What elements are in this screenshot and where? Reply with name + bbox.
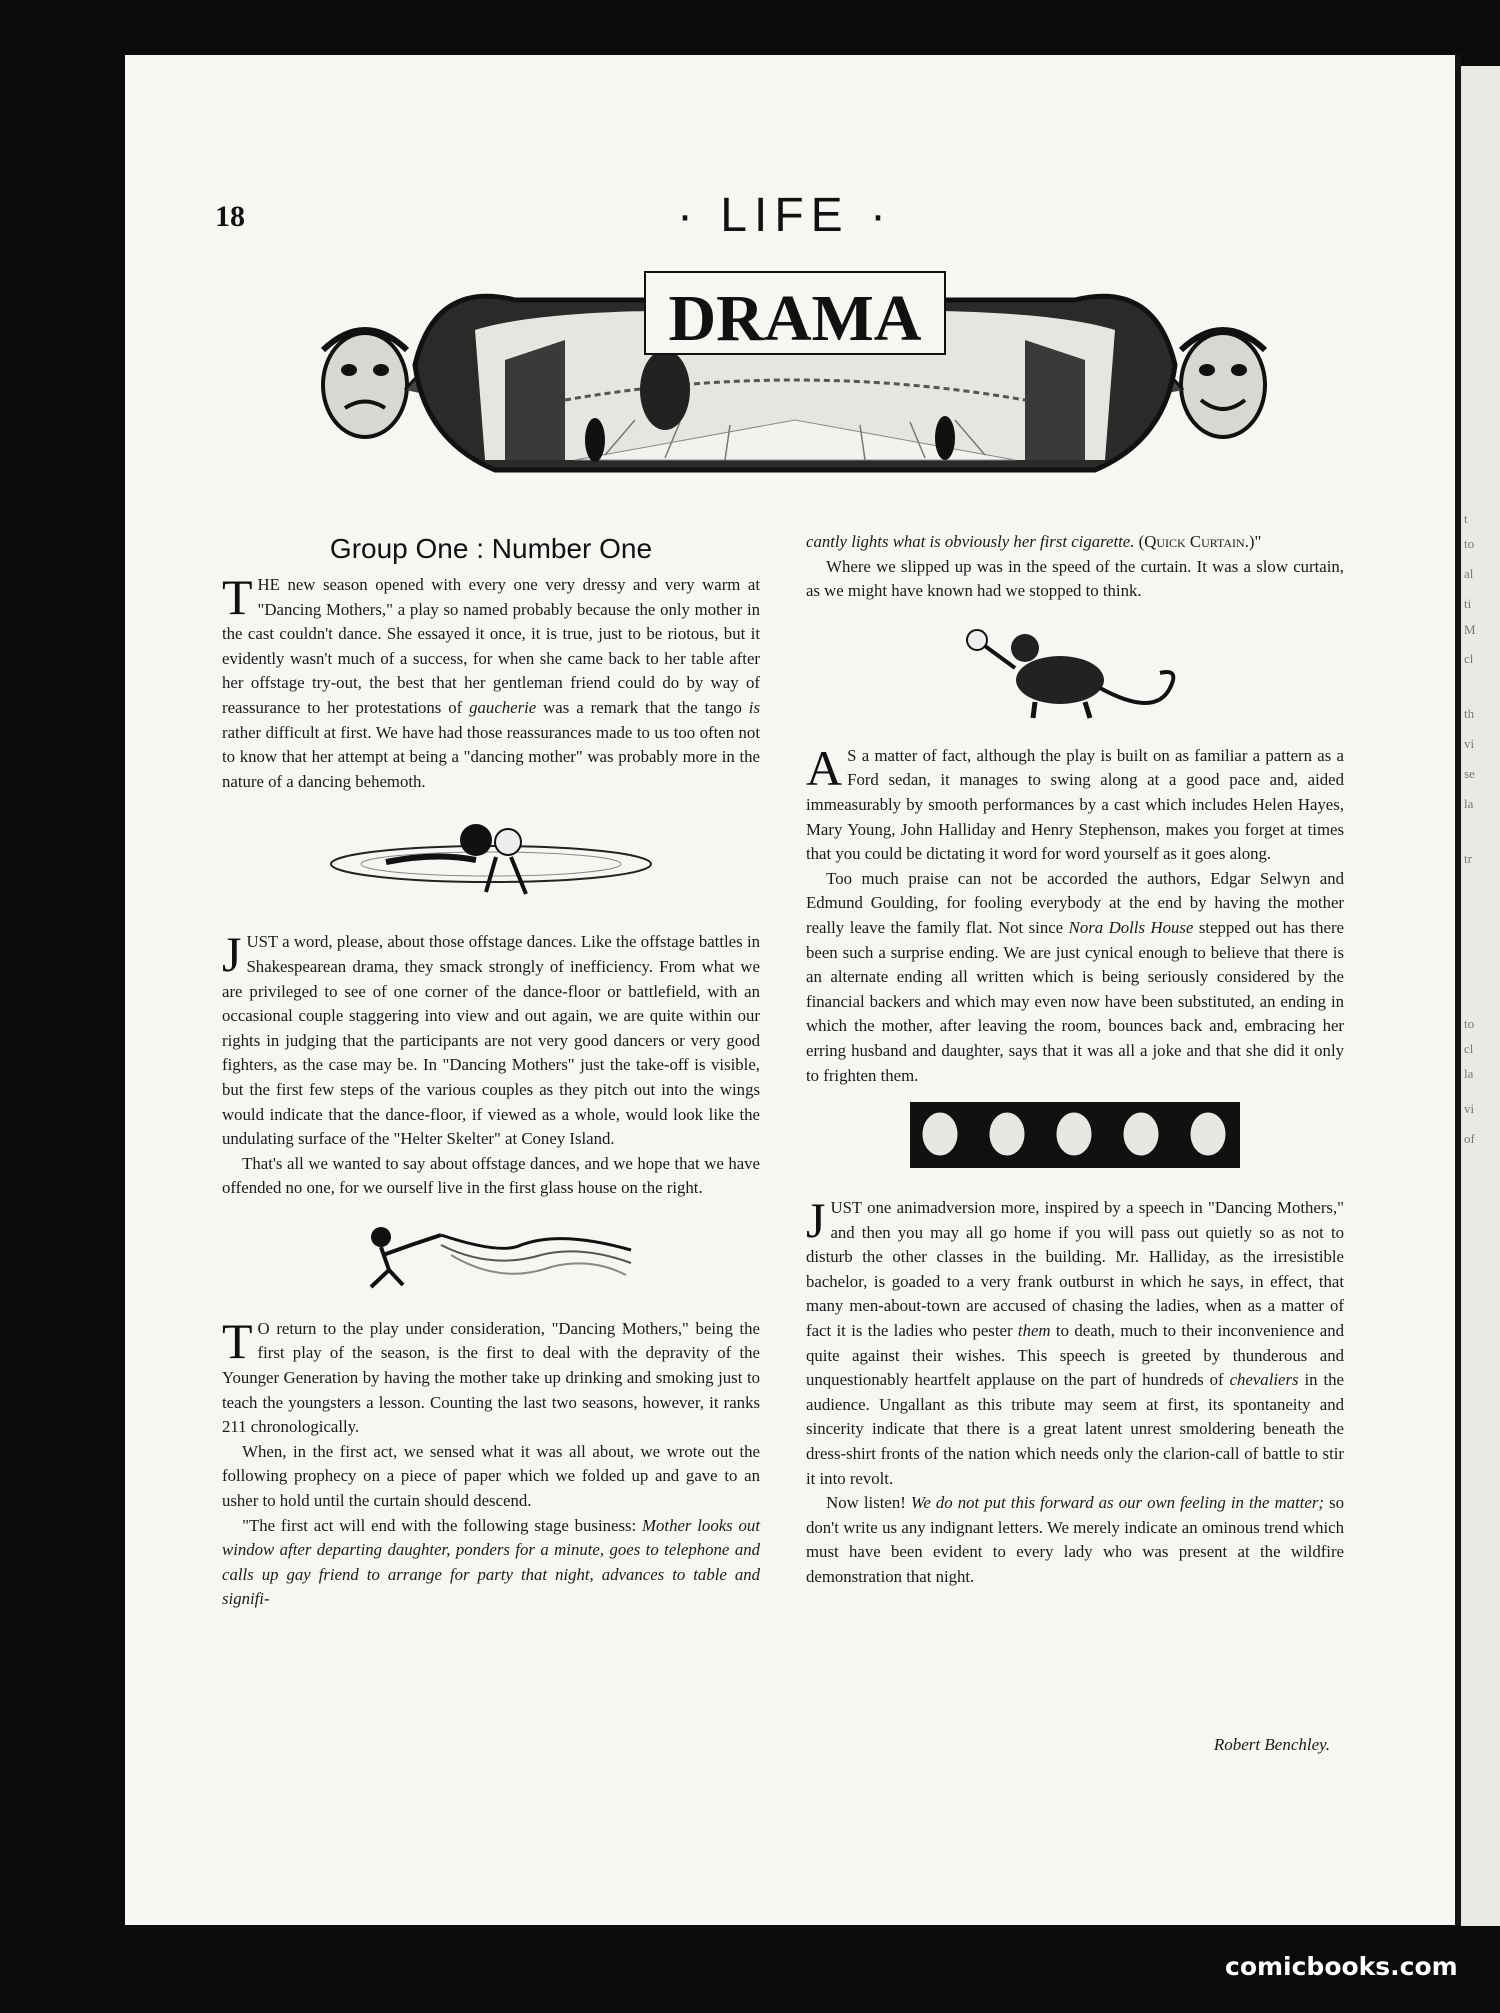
fragment: to: [1464, 1016, 1475, 1031]
author-signature: Robert Benchley.: [1213, 1735, 1330, 1754]
text: stepped out has there been such a surprise ending. We are just cynical enough to believe that there is an alternate ending all written which is being seriously considered by the financial backers and which may even now have been substituted, an ending in which the mother, after leaving the room, bounces back and, embracing her erring husband and daughter, says that it was all a joke and that she did it only to frighten them.: [806, 917, 1344, 1085]
fragment: cl: [1464, 651, 1474, 666]
fragment: al: [1464, 566, 1474, 581]
text: O return to the play under consideration, "Dancing Mothers," being the first play of the season, is the first to deal with the depravity of the Younger Generation by having the mother take up drinking and smoking just to teach the youngsters a lesson. Counting the last two seasons, however, it ranks 211 chronologically.: [222, 1318, 760, 1437]
fragment: tr: [1464, 851, 1472, 866]
fragment: se: [1464, 766, 1475, 781]
fragment: M: [1464, 622, 1476, 637]
text: was a remark that the tango: [536, 697, 749, 717]
paragraph: [222, 1514, 760, 1612]
right-column: [806, 530, 1344, 1590]
fragment: t: [1464, 511, 1468, 526]
paragraph: [806, 1192, 1344, 1491]
paragraph: When, in the first act, we sensed what it was all about, we wrote out the following prophecy on a piece of paper which we folded up and gave to an usher to hold until the curtain should descend.: [222, 1441, 760, 1511]
paragraph: [222, 569, 760, 794]
text: HE new season opened with every one very dressy and very warm at "Dancing Mothers," a play so named probably because the only mother in the cast couldn't dance. She essayed it once, it is true, just to be riotous, but it evidently wasn't much of a success, for when she came back to her table after her offstage try-out, the best that her gentleman friend could do by way of reassurance to her protestations of: [222, 575, 760, 717]
text: Mother looks out window after departing daughter, ponders for a minute, goes to telephone and calls up gay friend to arrange for party that night, advances to table and signifi-: [222, 1515, 760, 1609]
text: We do not put this forward as our own feeling in the matter;: [910, 1493, 1324, 1513]
text: "The first act will end with the following stage business:: [242, 1515, 643, 1535]
text: is: [748, 697, 760, 717]
text: so don't write us any indignant letters. We merely indicate an ominous trend which must have been evident to every lady who was present at the wildfire demonstration that night.: [806, 1493, 1345, 1586]
text: Too much praise can not be accorded the authors, Edgar Selwyn and Edmund Goulding, for fooling everybody at the end by having the mother really leave the family flat. Not since: [806, 868, 1344, 937]
drop-cap: T: [222, 1312, 253, 1369]
drop-cap: J: [806, 1192, 826, 1249]
paragraph: That's all we wanted to say about offstage dances, and we hope that we have offended no one, for we ourself live in the first glass house on the right.: [222, 1153, 760, 1198]
paragraph: [806, 739, 1344, 867]
text: Nora Dolls House: [1068, 917, 1194, 937]
paragraph: Where we slipped up was in the speed of the curtain. It was a slow curtain, as we might have known had we stopped to think.: [806, 556, 1344, 601]
text: to death, much to their inconvenience and quite against their wishes. This speech is greeted by thunderous and unquestionably heartfelt applause on the part of hundreds of: [806, 1321, 1344, 1390]
dancing-couple-illustration: [326, 812, 656, 908]
page-number: 18: [215, 200, 245, 233]
fragment: la: [1464, 1066, 1474, 1081]
article-title: Group One : Number One: [329, 533, 653, 564]
text: them: [1017, 1321, 1051, 1341]
fragment: of: [1464, 1131, 1475, 1146]
text: in the audience. Ungallant as this tribute may seem at first, its spontaneity and sincerity indicate that there is a great latent unrest smoldering beneath the dress-shirt fronts of the nation which needs only the clarion-call of battle to stir it into revolt.: [806, 1370, 1344, 1488]
text: chevaliers: [1229, 1370, 1299, 1390]
text: cantly lights what is obviously her first cigarette.: [806, 532, 1135, 551]
text: S a matter of fact, although the play is built on as familiar a pattern as a Ford sedan, it manages to swing along at a good pace and, aided immeasurably by smooth performances by a cast which includes Helen Hayes, Mary Young, John Halliday and Henry Stephenson, makes you forget at times that you could be dictating it word for word yourself as it goes along.: [806, 745, 1344, 864]
monkey-with-skull-illustration: [955, 618, 1195, 722]
fragment: cl: [1464, 1041, 1474, 1056]
fragment: to: [1464, 536, 1475, 551]
text: Now listen!: [826, 1493, 911, 1513]
five-faces-illustration: [910, 1102, 1240, 1178]
fragment: vi: [1464, 736, 1475, 751]
paragraph: [222, 1312, 760, 1440]
drop-cap: A: [806, 739, 843, 796]
text: (Quick Curtain.)": [1134, 532, 1262, 551]
paragraph: [806, 530, 1344, 555]
fragment: ti: [1464, 596, 1472, 611]
masthead: · LIFE ·: [676, 189, 893, 242]
drop-cap: J: [222, 926, 242, 983]
text: UST a word, please, about those offstage dances. Like the offstage battles in Shakespearean drama, they smack strongly of inefficiency. From what we are privileged to see of one corner of the dance-floor or battlefield, with an occasional couple staggering into view and out again, we are quite within our rights in judging that the participants are not very good dancers or very good fighters, as the case may be. In "Dancing Mothers" just the take-off is visible, but the first few steps of the various couples as they pitch out into the wings would indicate that the dance-floor, if viewed as a whole, would look like the undulating surface of the "Helter Skelter" at Coney Island.: [222, 932, 760, 1149]
fragment: la: [1464, 796, 1474, 811]
text: rather difficult at first. We have had those reassurances made to us too often not to know that her attempt at being a "dancing mother" was probably more in the nature of a dancing behemoth.: [222, 722, 760, 791]
paragraph: [806, 1491, 1344, 1589]
fragment: vi: [1464, 1101, 1475, 1116]
text: UST one animadversion more, inspired by a speech in "Dancing Mothers," and then you may all go home if you will pass out quietly so as not to disturb the other classes in the building. Mr. Halliday, as the irresistible bachelor, is goaded to a very frank outburst in which he says, in effect, that many men-about-town are accused of chasing the ladies, when as a matter of fact it is the ladies who pester: [806, 1198, 1344, 1341]
text: gaucherie: [469, 697, 537, 717]
site-watermark: comicbooks.com: [1225, 1952, 1458, 1981]
left-column: [222, 569, 760, 1612]
adjacent-page-edge: [1461, 66, 1500, 1926]
fragment: th: [1464, 706, 1475, 721]
paragraph: [222, 926, 760, 1151]
section-title: DRAMA: [668, 282, 922, 355]
drama-banner-illustration: [305, 270, 1285, 510]
drop-cap: T: [222, 569, 253, 625]
paragraph: [806, 867, 1344, 1088]
running-figure-illustration: [341, 1215, 641, 1295]
